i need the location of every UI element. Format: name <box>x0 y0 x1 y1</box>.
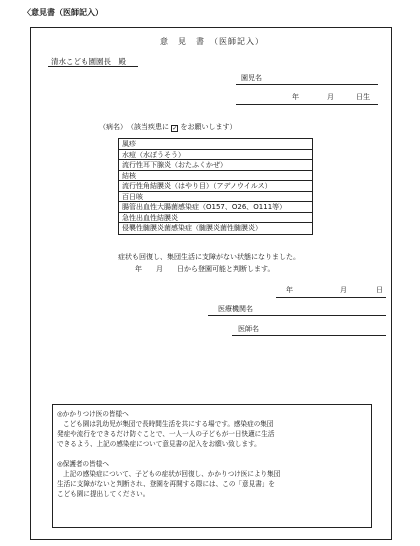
notice-guardian-line: 生活に支障がないと判断され、登園を再開する際には、この「意見書」を <box>57 480 275 488</box>
birth-day-label: 日生 <box>356 93 370 101</box>
child-name-label: 園児名 <box>241 74 262 82</box>
birthdate-field[interactable] <box>236 104 378 105</box>
notice-doctor-line: 発症や流行をできるだけ防ぐことで、一人一人の子どもが一日快適に生活 <box>57 430 275 438</box>
disease-item[interactable]: 結核 <box>119 171 312 182</box>
notice-guardian-line: 上記の感染症について、子どもの症状が回復し、かかりつけ医により集団 <box>63 470 281 478</box>
disease-item[interactable]: 水痘（水ぼうそう） <box>119 150 312 161</box>
notice-doctor-line: こども園は乳幼児が集団で長時間生活を共にする場です。感染症の集団 <box>63 420 274 428</box>
date-field[interactable] <box>276 297 386 298</box>
disease-item[interactable]: 流行性耳下腺炎（おたふくかぜ） <box>119 160 312 171</box>
notice-doctor-line: できるよう、上記の感染症について意見書の記入をお願い致します。 <box>57 440 261 448</box>
disease-item[interactable]: 百日咳 <box>119 192 312 203</box>
disease-heading-suffix: をお願いします） <box>180 123 237 131</box>
doctor-label: 医師名 <box>238 325 259 333</box>
disease-item[interactable]: 腸管出血性大腸菌感染症（O157、O26、O111等） <box>119 202 312 213</box>
recipient-underline <box>48 66 138 67</box>
disease-item[interactable]: 流行性角結膜炎（はやり目）（アデノウイルス） <box>119 181 312 192</box>
child-name-field[interactable] <box>236 84 378 85</box>
notice-guardian-line: こども園に提出してください。 <box>57 490 150 498</box>
statement-recovered: 症状も回復し、集団生活に支障がない状態になりました。 <box>118 253 300 261</box>
disease-item[interactable]: 風疹 <box>119 139 312 150</box>
document-header-label: 〈意見書（医師記入） <box>23 8 103 17</box>
form-title: 意 見 書 （医師記入） <box>160 37 264 46</box>
birth-month-label: 月 <box>327 93 334 101</box>
recipient: 清水こども園園長 殿 <box>51 57 126 66</box>
doctor-field[interactable] <box>232 335 386 336</box>
disease-heading-prefix: （病名） （該当疾患に <box>99 123 169 131</box>
notice-guardian-heading: ◎保護者の皆様へ <box>57 460 109 468</box>
date-day-label: 日 <box>376 286 383 294</box>
date-year-label: 年 <box>286 286 293 294</box>
statement-attendance-date: 年 月 日から登園可能と判断します。 <box>135 265 275 273</box>
institution-label: 医療機関名 <box>218 305 253 313</box>
disease-list <box>118 138 313 235</box>
date-month-label: 月 <box>340 286 347 294</box>
institution-field[interactable] <box>208 315 386 316</box>
disease-item[interactable]: 侵襲性髄膜炎菌感染症（髄膜炎菌性髄膜炎） <box>122 224 262 232</box>
disease-heading <box>99 123 236 132</box>
birth-year-label: 年 <box>292 93 299 101</box>
notice-box <box>52 404 372 528</box>
checkmark-icon: ✓ <box>172 125 178 132</box>
disease-item[interactable]: 急性出血性結膜炎 <box>119 213 312 224</box>
notice-doctor-heading: ◎かかりつけ医の皆様へ <box>57 410 129 418</box>
